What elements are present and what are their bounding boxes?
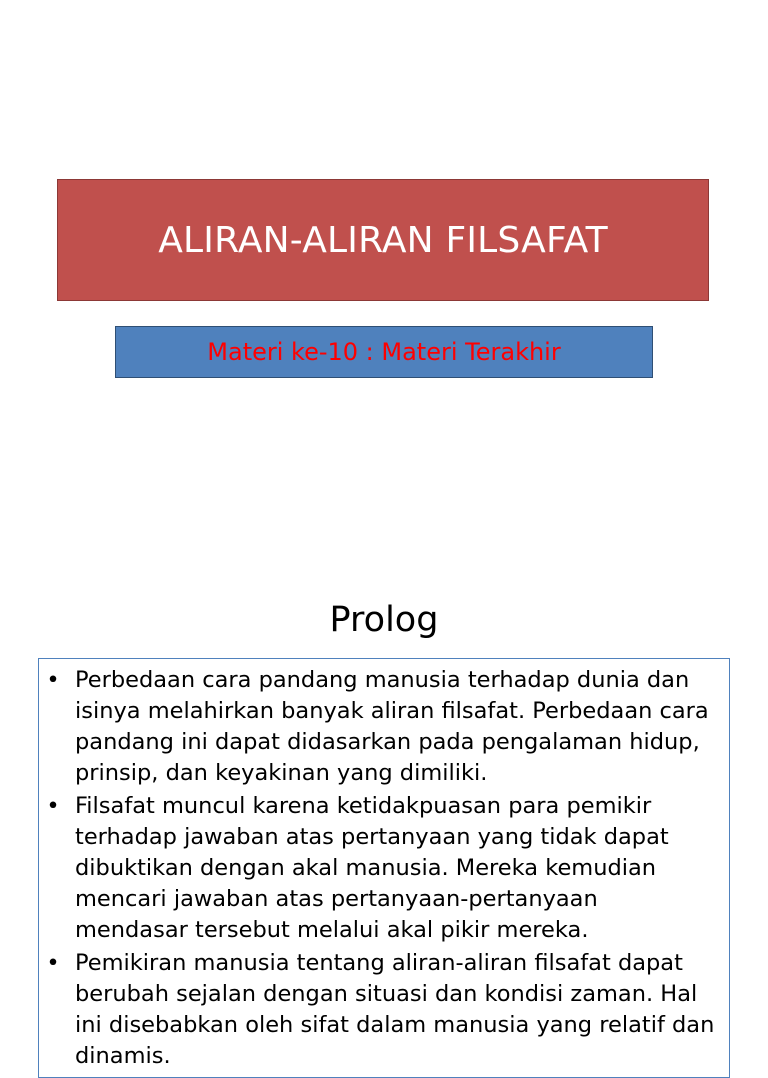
slide-subtitle: Materi ke-10 : Materi Terakhir [207,338,561,366]
bullet-list [39,665,715,1072]
list-item [39,948,715,1072]
list-item [39,791,715,946]
prolog-heading: Prolog [329,600,439,640]
prolog-content-box [38,658,730,1078]
bullet-text: Pemikiran manusia tentang aliran-aliran filsafat dapat berubah sejalan dengan situasi dan kondisi zaman. Hal ini disebabkan oleh sifat dalam manusia yang relatif dan dinamis. [75,950,715,1069]
list-item [39,665,715,789]
subtitle-banner [115,326,653,378]
bullet-icon: • [46,950,60,976]
slide-title: ALIRAN-ALIRAN FILSAFAT [158,219,608,261]
title-banner [57,179,709,301]
bullet-icon: • [46,667,60,693]
bullet-icon: • [46,793,60,819]
bullet-text: Perbedaan cara pandang manusia terhadap dunia dan isinya melahirkan banyak aliran filsafat. Perbedaan cara pandang ini dapat didasarkan pada pengalaman hidup, prinsip, dan keyakinan yang dimiliki. [75,667,709,786]
bullet-text: Filsafat muncul karena ketidakpuasan para pemikir terhadap jawaban atas pertanyaan yang tidak dapat dibuktikan dengan akal manusia. Mereka kemudian mencari jawaban atas pertanyaan-pertanyaan mendasar tersebut melalui akal pikir mereka. [75,793,669,943]
